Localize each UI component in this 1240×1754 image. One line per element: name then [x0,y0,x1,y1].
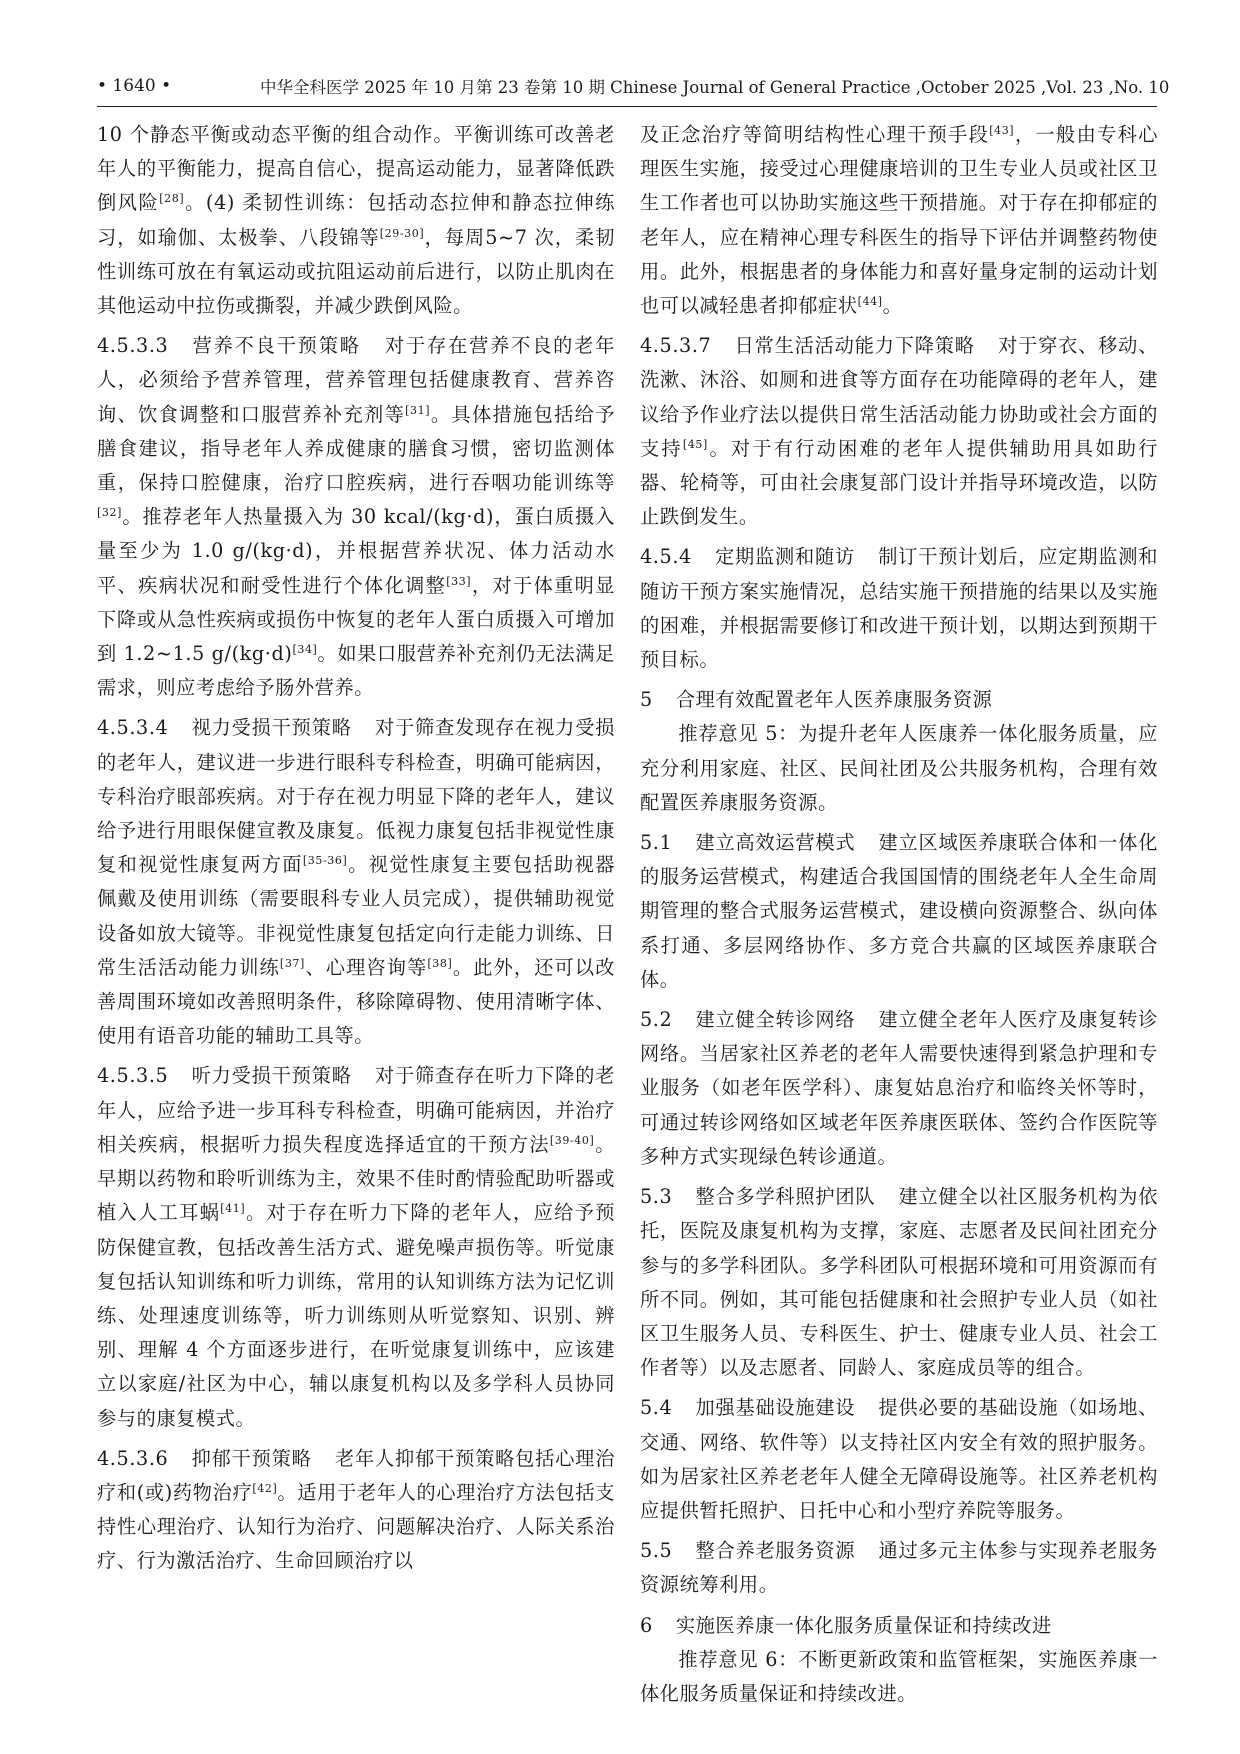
subsection-title: 视力受损干预策略 [191,716,352,740]
citation-ref: [32] [97,506,122,520]
subsection-number: 4.5.3.7 [640,334,712,358]
subsection-number: 5.1 [640,831,673,855]
section-heading [640,683,1158,717]
running-header [97,70,1170,104]
subsection-number: 4.5.3.3 [97,334,169,358]
subsection-title: 整合多学科照护团队 [695,1185,876,1209]
section-heading [640,1609,1158,1643]
subsection-title: 建立高效运营模式 [695,831,856,855]
subsection-title: 营养不良干预策略 [191,334,361,358]
citation-ref: [37] [279,956,305,970]
subsection-paragraph: 4.5.3.7 日常生活活动能力下降策略 对于穿衣、移动、洗漱、沐浴、如厕和进食等方面存在功能障碍的老年人，建议给予作业疗法以提供日常生活活动能力协助或社会方面的支持[45]。对于有行动困难的老年人提供辅助用具如助行器、轮椅等，可由社会康复部门设计并指导环境改造，以防止跌倒发生。 [640,334,1158,529]
subsection-paragraph: 5.2 建立健全转诊网络 建立健全老年人医疗及康复转诊网络。当居家社区养老的老年人需要快速得到紧急护理和专业服务（如老年医学科）、康复姑息治疗和临终关怀等时，可通过转诊网络如区域老年医养康医联体、签约合作医院等多种方式实现绿色转诊通道。 [640,1008,1158,1168]
subsection-paragraph: 5.3 整合多学科照护团队 建立健全以社区服务机构为依托，医院及康复机构为支撑，家庭、志愿者及民间社团充分参与的多学科团队。多学科团队可根据环境和可用资源而有所不同。例如，其可能包括健康和社会照护专业人员（如社区卫生服务人员、专科医生、护士、健康专业人员、社会工作者等）以及志愿者、同龄人、家庭成员等的组合。 [640,1185,1158,1380]
subsection-title: 抑郁干预策略 [191,1446,312,1470]
recommendation-paragraph: 推荐意见 5：为提升老年人医康养一体化服务质量，应充分利用家庭、社区、民间社团及公共服务机构，合理有效配置医养康服务资源。 [640,722,1158,814]
citation-ref: [34] [292,643,318,657]
journal-citation: 中华全科医学 2025 年 10 月第 23 卷第 10 期 Chinese Journal of General Practice ,October 2025 ,Vol. 23 ,No. 10 [260,78,1170,97]
subsection-paragraph: 4.5.3.5 听力受损干预策略 对于筛查存在听力下降的老年人，应给予进一步耳科专科检查，明确可能病因，并治疗相关疾病，根据听力损失程度选择适宜的干预方法[39-40]。早期以药物和聆听训练为主，效果不佳时酌情验配助听器或植入人工耳蜗[41]。对于存在听力下降的老年人，应给予预防保健宣教，包括改善生活方式、避免噪声损伤等。听觉康复包括认知训练和听力训练，常用的认知训练方法为记忆训练、处理速度训练等，听力训练则从听觉察知、识别、辨别、理解 4 个方面逐步进行，在听觉康复训练中，应该建立以家庭/社区为中心，辅以康复机构以及多学科人员协同参与的康复模式。 [97,1064,615,1430]
section-title: 合理有效配置老年人医养康服务资源 [675,688,993,712]
subsection-number: 4.5.3.6 [97,1446,169,1470]
subsection-paragraph: 4.5.3.6 抑郁干预策略 老年人抑郁干预策略包括心理治疗和(或)药物治疗[42]。适用于老年人的心理治疗方法包括支持性心理治疗、认知行为治疗、问题解决治疗、人际关系治疗、行为激活治疗、生命回顾治疗以 [97,1446,615,1573]
citation-ref: [29-30] [379,226,425,240]
subsection-paragraph: 5.1 建立高效运营模式 建立区域医养康联合体和一体化的服务运营模式，构建适合我国国情的围绕老年人全生命周期管理的整合式服务运营模式，建设横向资源整合、纵向体系打通、多层网络协作、多方竞合共赢的区域医养康联合体。 [640,831,1158,991]
citation-ref: [42] [252,1481,278,1495]
subsection-title: 日常生活活动能力下降策略 [734,334,975,358]
citation-ref: [28] [159,192,185,206]
subsection-title: 建立健全转诊网络 [695,1008,856,1032]
page-number: • 1640 • [97,76,172,96]
citation-ref: [31] [405,403,431,417]
citation-ref: [38] [427,956,453,970]
subsection-paragraph: 5.4 加强基础设施建设 提供必要的基础设施（如场地、交通、网络、软件等）以支持社区内安全有效的照护服务。如为居家社区养老老年人健全无障碍设施等。社区养老机构应提供暂托照护、日托中心和小型疗养院等服务。 [640,1396,1158,1522]
subsection-number: 4.5.3.5 [97,1064,169,1088]
section-number: 6 [640,1613,653,1637]
subsection-number: 5.3 [640,1185,673,1209]
subsection-title: 整合养老服务资源 [695,1539,856,1563]
subsection-paragraph: 5.5 整合养老服务资源 通过多元主体参与实现养老服务资源统筹利用。 [640,1539,1158,1597]
subsection-number: 4.5.4 [640,545,692,569]
citation-ref: [35-36] [302,854,348,868]
citation-ref: [43] [989,124,1015,137]
subsection-number: 5.4 [640,1396,673,1420]
body-paragraph: 及正念治疗等简明结构性心理干预手段[43]，一般由专科心理医生实施，接受过心理健康培训的卫生专业人员或社区卫生工作者也可以协助实施这些干预措施。对于存在抑郁症的老年人，应在精神心理专科医生的指导下评估并调整药物使用。此外，根据患者的身体能力和喜好量身定制的运动计划也可以减轻患者抑郁症状[44]。 [640,123,1158,318]
section-number: 5 [640,688,653,712]
recommendation-paragraph: 推荐意见 6：不断更新政策和监管框架，实施医养康一体化服务质量保证和持续改进。 [640,1647,1158,1705]
subsection-title: 加强基础设施建设 [695,1396,856,1420]
right-column [640,118,1158,1711]
subsection-number: 5.2 [640,1008,673,1032]
subsection-number: 5.5 [640,1539,673,1563]
subsection-paragraph: 4.5.4 定期监测和随访 制订干预计划后，应定期监测和随访干预方案实施情况，总结实施干预措施的结果以及实施的困难，并根据需要修订和改进干预计划，以期达到预期干预目标。 [640,545,1158,672]
body-paragraph: 10 个静态平衡或动态平衡的组合动作。平衡训练可改善老年人的平衡能力，提高自信心，提高运动能力，显著降低跌倒风险[28]。(4) 柔韧性训练：包括动态拉伸和静态拉伸练习，如瑜伽、太极拳、八段锦等[29-30]，每周5~7 次，柔韧性训练可放在有氧运动或抗阻运动前后进行，以防止肌肉在其他运动中拉伤或撕裂，并减少跌倒风险。 [97,123,615,318]
subsection-paragraph: 4.5.3.3 营养不良干预策略 对于存在营养不良的老年人，必须给予营养管理，营养管理包括健康教育、营养咨询、饮食调整和口服营养补充剂等[31]。具体措施包括给予膳食建议，指导老年人养成健康的膳食习惯，密切监测体重，保持口腔健康，治疗口腔疾病，进行吞咽功能训练等[32]。推荐老年人热量摄入为 30 kcal/(kg·d)，蛋白质摄入量至少为 1.0 g/(kg·d)，并根据营养状况、体力活动水平、疾病状况和耐受性进行个体化调整[33]，对于体重明显下降或从急性疾病或损伤中恢复的老年人蛋白质摄入可增加到 1.2~1.5 g/(kg·d)[34]。如果口服营养补充剂仍无法满足需求，则应考虑给予肠外营养。 [97,334,616,700]
subsection-title: 定期监测和随访 [714,545,856,569]
subsection-paragraph: 4.5.3.4 视力受损干预策略 对于筛查发现存在视力受损的老年人，建议进一步进行眼科专科检查，明确可能病因，专科治疗眼部疾病。对于存在视力明显下降的老年人，建议给予进行用眼保健宣教及康复。低视力康复包括非视觉性康复和视觉性康复两方面[35-36]。视觉性康复主要包括助视器佩戴及使用训练（需要眼科专业人员完成），提供辅助视觉设备如放大镜等。非视觉性康复包括定向行走能力训练、日常生活活动能力训练[37]、心理咨询等[38]。此外，还可以改善周围环境如改善照明条件，移除障碍物、使用清晰字体、使用有语音功能的辅助工具等。 [97,716,615,1048]
section-title: 实施医养康一体化服务质量保证和持续改进 [675,1613,1052,1637]
citation-ref: [41] [220,1202,246,1216]
citation-ref: [44] [857,295,883,309]
header-rule [97,106,1157,107]
left-column [97,118,615,1579]
citation-ref: [33] [446,574,472,588]
citation-ref: [39-40] [549,1133,595,1147]
subsection-number: 4.5.3.4 [97,716,169,740]
subsection-title: 听力受损干预策略 [191,1064,352,1088]
citation-ref: [45] [682,437,708,451]
